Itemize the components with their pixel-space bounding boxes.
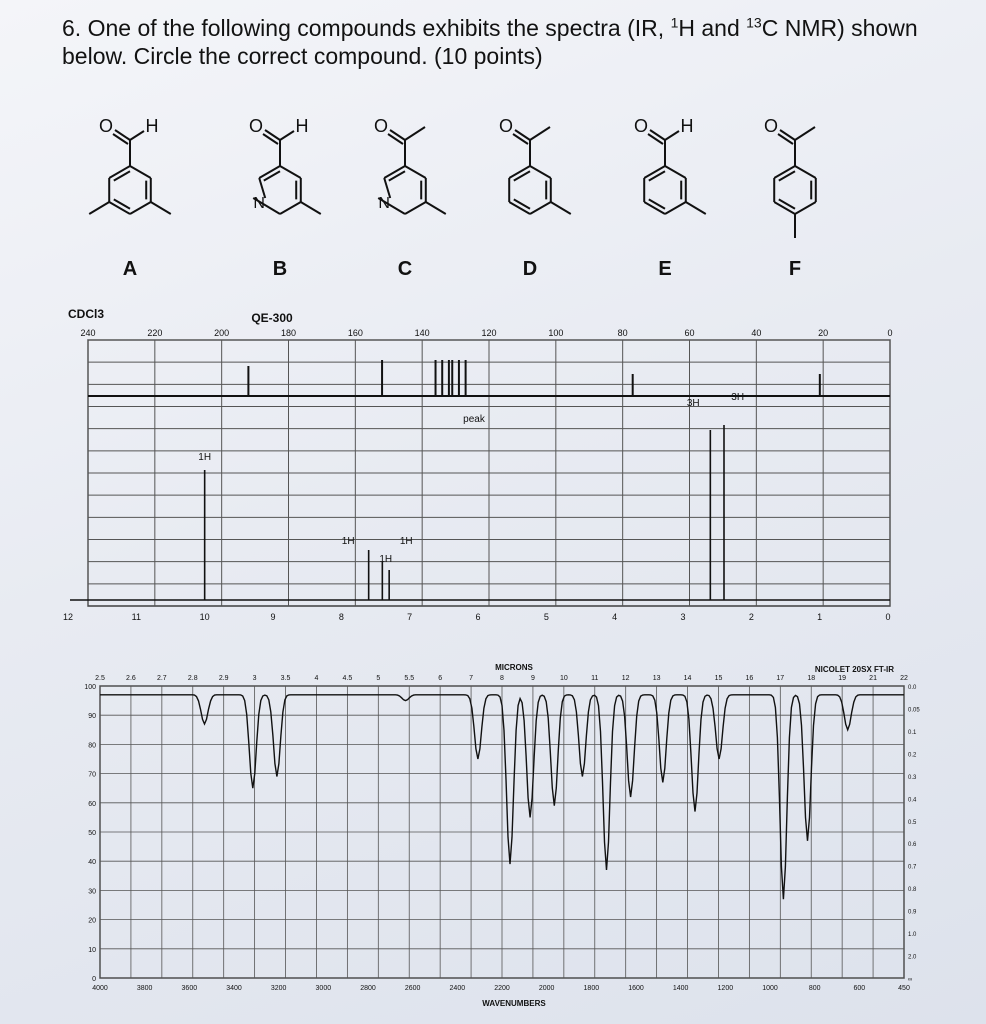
microns-tick-label: 13 — [652, 675, 661, 682]
question-number: 6. — [62, 15, 82, 41]
h1-integral-label: 1H — [341, 536, 355, 547]
compound-c[interactable] — [335, 100, 475, 300]
absorbance-tick-label: 0.8 — [908, 887, 917, 894]
wavenumber-tick-label: 800 — [808, 985, 821, 992]
oxygen-atom: O — [763, 116, 779, 136]
microns-tick-label: 2.5 — [95, 675, 105, 682]
wavenumber-tick-label: 2600 — [404, 985, 421, 992]
microns-tick-label: 2.6 — [126, 675, 136, 682]
structure-drawing — [60, 100, 200, 250]
microns-tick-label: 4.5 — [342, 675, 353, 682]
microns-tick-label: 4 — [314, 675, 319, 682]
microns-tick-label: 7 — [469, 675, 474, 682]
oxygen-atom: O — [633, 116, 649, 136]
c13-tick-label: 60 — [684, 328, 695, 338]
microns-tick-label: 18 — [807, 675, 816, 682]
compound-label: E — [658, 258, 672, 280]
wavenumber-tick-label: 1000 — [762, 985, 778, 992]
absorbance-tick-label: ∞ — [908, 977, 913, 983]
structure-drawing — [460, 100, 600, 250]
c13-tick-label: 160 — [347, 328, 363, 338]
microns-tick-label: 22 — [900, 675, 908, 682]
hydrogen-atom: H — [145, 116, 159, 136]
absorbance-tick-label: 0.1 — [908, 729, 917, 736]
c13-tick-label: 0 — [887, 328, 893, 338]
absorbance-tick-label: 0.0 — [908, 685, 917, 691]
compound-f[interactable] — [725, 100, 865, 300]
h1-tick-label: 8 — [338, 612, 344, 622]
microns-tick-label: 16 — [745, 675, 754, 682]
compound-structures — [60, 100, 960, 300]
wavenumber-tick-label: 1200 — [717, 985, 734, 992]
c13-tick-label: 100 — [548, 328, 564, 338]
wavenumber-tick-label: 4000 — [92, 985, 108, 992]
transmittance-tick-label: 10 — [88, 946, 96, 954]
h1-tick-label: 1 — [817, 612, 823, 622]
oxygen-atom: O — [248, 116, 264, 136]
compound-label: B — [272, 258, 288, 280]
hydrogen-atom: H — [680, 116, 694, 136]
wavenumber-tick-label: 2400 — [449, 985, 466, 992]
wavenumber-tick-label: 1400 — [672, 985, 689, 992]
microns-tick-label: 3 — [252, 675, 257, 682]
ir-instrument-label: NICOLET 20SX FT-IR — [814, 665, 894, 674]
c13-tick-label: 240 — [80, 328, 96, 338]
absorbance-tick-label: 0.5 — [908, 819, 917, 826]
transmittance-tick-label: 0 — [92, 976, 96, 983]
c13-tick-label: 180 — [280, 328, 297, 338]
solvent-label: CDCl3 — [68, 307, 105, 321]
wavenumber-tick-label: 3800 — [136, 985, 153, 992]
oxygen-atom: O — [373, 116, 389, 136]
wavenumber-tick-label: 1800 — [583, 985, 600, 992]
hydrogen-atom: H — [295, 116, 309, 136]
microns-tick-label: 14 — [683, 675, 692, 682]
absorbance-tick-label: 0.6 — [908, 842, 917, 849]
microns-tick-label: 2.9 — [218, 675, 229, 682]
compound-label: A — [122, 258, 138, 280]
c13-tick-label: 40 — [751, 328, 762, 338]
h1-integral-label: 1H — [379, 554, 393, 565]
microns-tick-label: 12 — [621, 675, 630, 682]
wavenumber-tick-label: 3400 — [226, 985, 242, 992]
ir-spectrum-panel — [84, 660, 934, 1010]
transmittance-tick-label: 30 — [88, 888, 96, 896]
microns-tick-label: 2.8 — [187, 675, 198, 682]
wavenumber-tick-label: 3200 — [270, 985, 287, 992]
compound-label: D — [522, 258, 538, 280]
question-text — [62, 14, 962, 70]
absorbance-tick-label: 0.4 — [908, 797, 917, 804]
nitrogen-atom: N — [253, 195, 265, 212]
structure-drawing — [725, 100, 865, 250]
h1-tick-label: 11 — [131, 612, 142, 622]
transmittance-tick-label: 90 — [88, 713, 96, 721]
transmittance-tick-label: 100 — [84, 684, 96, 691]
instrument-label: QE-300 — [251, 311, 293, 325]
structure-drawing — [595, 100, 735, 250]
microns-tick-label: 5.5 — [404, 675, 415, 682]
wavenumber-tick-label: 3000 — [315, 985, 332, 992]
h1-integral-label: 1H — [399, 536, 413, 547]
compound-label: C — [397, 258, 413, 280]
compound-e[interactable] — [595, 100, 735, 300]
h1-tick-label: 0 — [885, 612, 891, 622]
transmittance-tick-label: 20 — [88, 917, 96, 925]
ir-spectrum-chart — [84, 660, 934, 1010]
h1-tick-label: 12 — [62, 612, 74, 622]
wavenumber-tick-label: 3600 — [181, 985, 198, 992]
microns-tick-label: 3.5 — [280, 675, 291, 682]
c13-tick-label: 20 — [818, 328, 829, 338]
wavenumber-tick-label: 2200 — [494, 985, 510, 992]
h1-tick-label: 5 — [543, 612, 549, 622]
c13-tick-label: 220 — [147, 328, 163, 338]
compound-a[interactable] — [60, 100, 200, 300]
wavenumber-tick-label: 450 — [898, 985, 910, 992]
transmittance-tick-label: 50 — [88, 830, 96, 837]
microns-tick-label: 21 — [869, 675, 877, 682]
absorbance-tick-label: 2.0 — [908, 954, 917, 961]
h1-tick-label: 2 — [748, 612, 754, 622]
nmr-spectrum-panel — [60, 306, 940, 636]
structure-drawing — [210, 100, 350, 250]
microns-tick-label: 17 — [776, 675, 785, 682]
h1-tick-label: 10 — [199, 612, 210, 622]
h1-tick-label: 6 — [475, 612, 481, 622]
transmittance-tick-label: 40 — [88, 859, 96, 867]
absorbance-tick-label: 0.05 — [908, 707, 920, 714]
microns-tick-label: 8 — [500, 675, 504, 682]
absorbance-tick-label: 0.2 — [908, 752, 917, 759]
microns-tick-label: 15 — [714, 675, 723, 682]
wavenumber-tick-label: 2000 — [538, 985, 555, 992]
h1-integral-label: 1H — [198, 452, 212, 463]
h1-tick-label: 4 — [612, 612, 618, 622]
microns-tick-label: 9 — [530, 675, 535, 682]
h1-tick-label: 7 — [407, 612, 413, 622]
transmittance-tick-label: 70 — [88, 771, 96, 779]
microns-tick-label: 19 — [838, 675, 847, 682]
compound-label: F — [788, 258, 802, 280]
c13-tick-label: 80 — [617, 328, 628, 338]
compound-d[interactable] — [460, 100, 600, 300]
question-line-1: 6. One of the following compounds exhibits the spectra (IR, $^1$H and $^{13}$C NMR) shown — [62, 14, 918, 41]
c13-tick-label: 120 — [481, 328, 497, 338]
c13-tick-label: 200 — [214, 328, 230, 338]
wavenumber-tick-label: 600 — [853, 985, 866, 992]
question-line-2: below. Circle the correct compound. (10 points) — [62, 43, 543, 69]
microns-tick-label: 10 — [559, 675, 568, 682]
microns-tick-label: 6 — [438, 675, 443, 682]
c13-tick-label: 140 — [414, 328, 430, 338]
absorbance-tick-label: 0.7 — [908, 864, 917, 871]
h1-integral-label: 3H — [686, 398, 700, 409]
transmittance-tick-label: 60 — [88, 800, 96, 808]
transmittance-tick-label: 80 — [88, 742, 96, 750]
h1-tick-label: 3 — [680, 612, 686, 622]
wavenumber-tick-label: 2800 — [360, 985, 376, 992]
wavenumber-tick-label: 1600 — [628, 985, 644, 992]
microns-axis-title: MICRONS — [495, 663, 533, 672]
absorbance-tick-label: 0.3 — [908, 774, 917, 781]
absorbance-tick-label: 1.0 — [908, 932, 917, 939]
h1-tick-label: 9 — [270, 612, 276, 622]
h1-integral-label: 3H — [731, 392, 745, 403]
microns-tick-label: 5 — [376, 675, 381, 682]
absorbance-tick-label: 0.9 — [908, 909, 917, 916]
nmr-spectrum-chart — [60, 306, 940, 636]
microns-tick-label: 2.7 — [156, 675, 167, 682]
compound-b[interactable] — [210, 100, 350, 300]
oxygen-atom: O — [498, 116, 514, 136]
wavenumbers-axis-title: WAVENUMBERS — [482, 999, 546, 1008]
peak-annotation: peak — [463, 414, 485, 425]
structure-drawing — [335, 100, 475, 250]
nitrogen-atom: N — [378, 195, 390, 212]
oxygen-atom: O — [98, 116, 114, 136]
microns-tick-label: 11 — [591, 675, 599, 682]
